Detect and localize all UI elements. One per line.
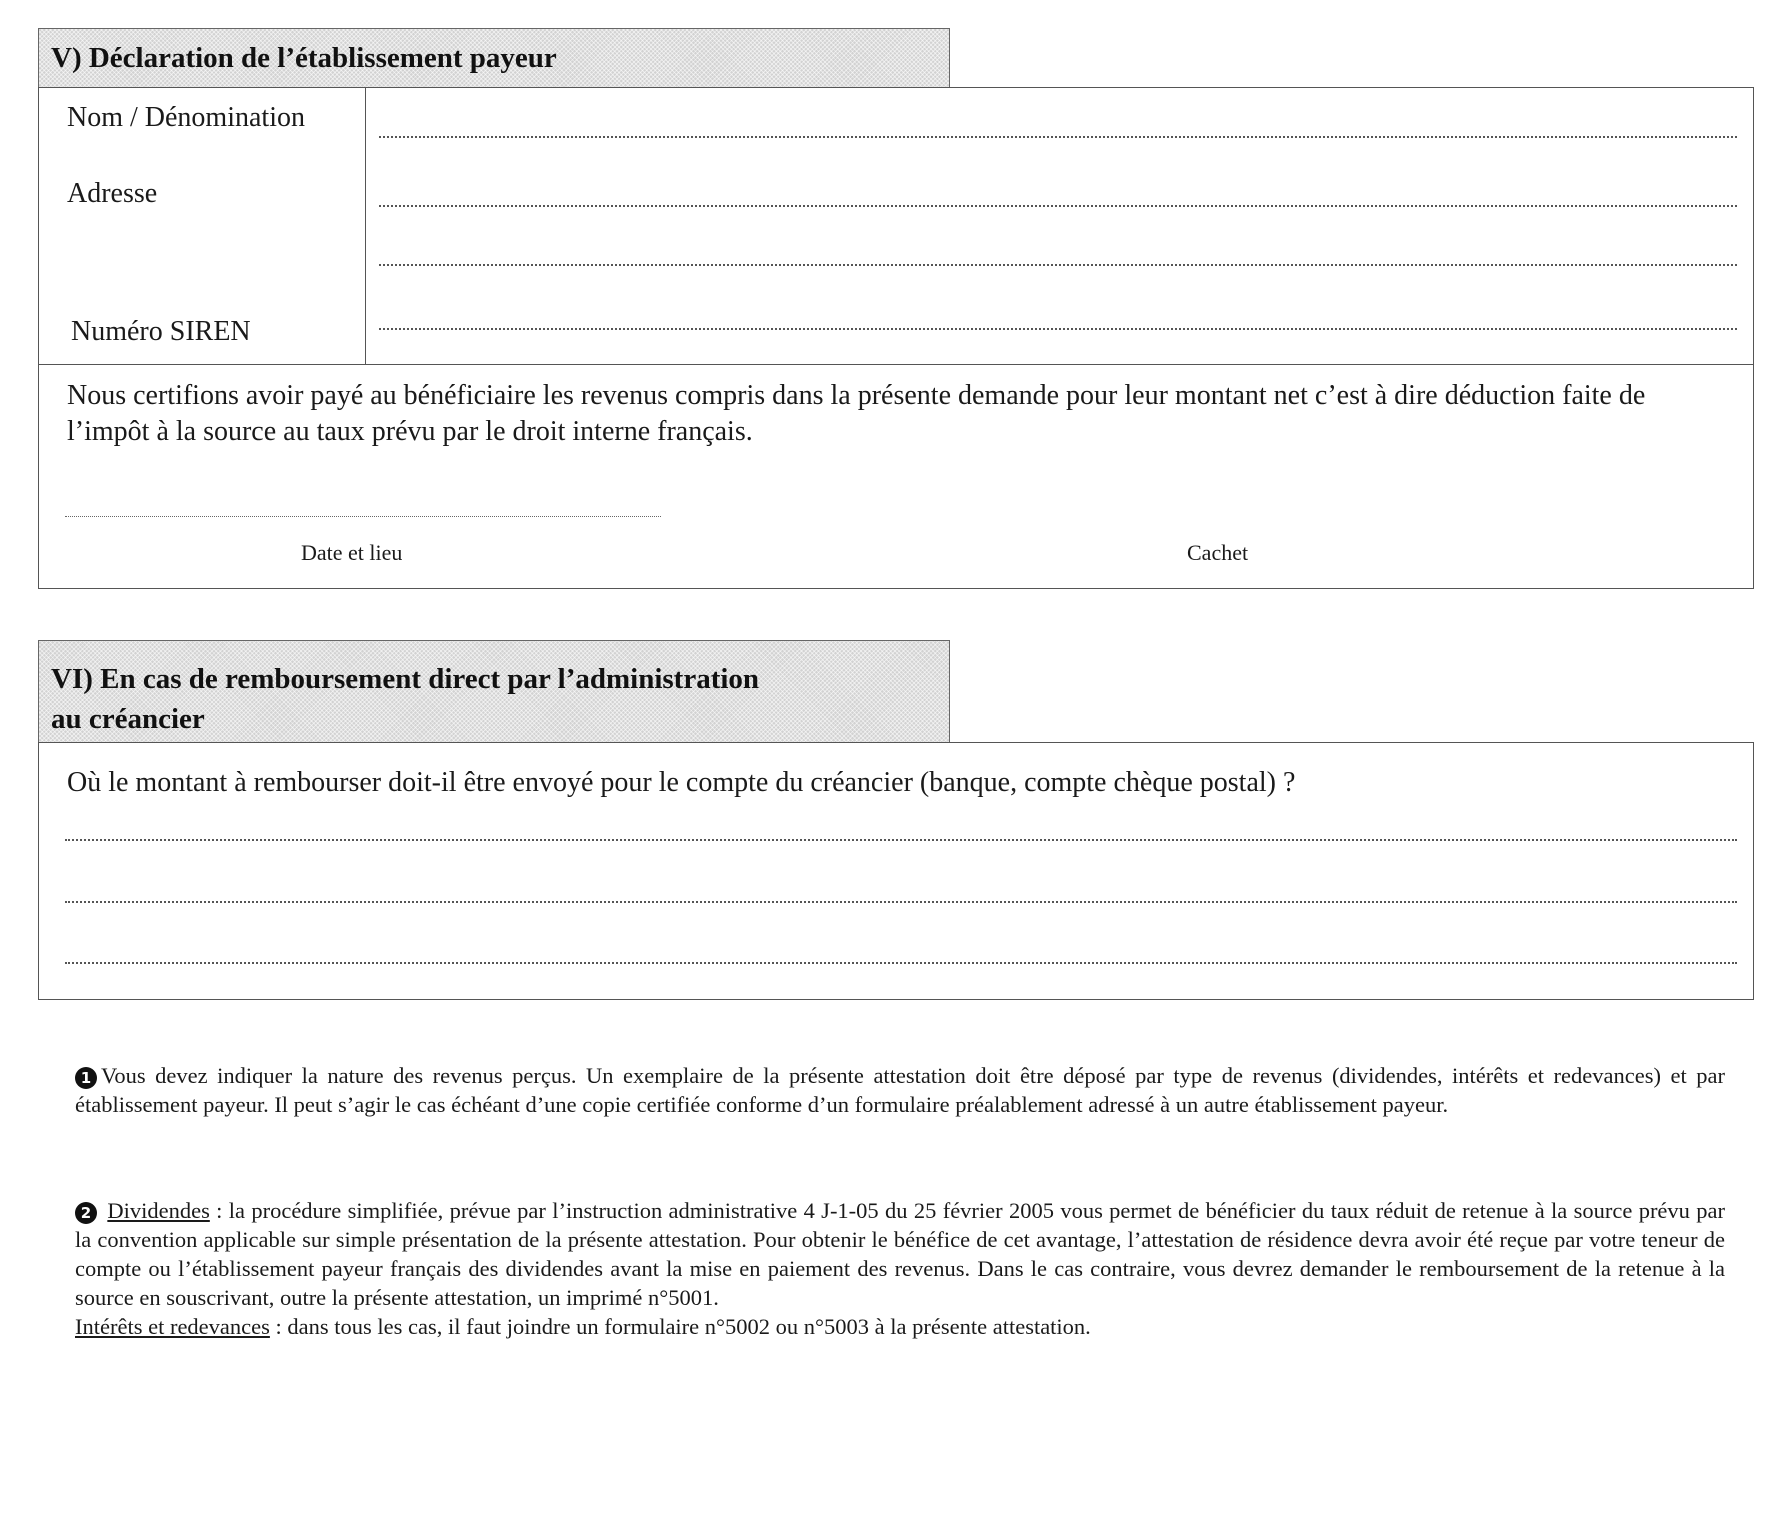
footnote-2 (75, 1196, 1725, 1341)
footnote-1-marker: 1 (75, 1067, 97, 1089)
siren-label: Numéro SIREN (71, 316, 251, 347)
section-6-header (38, 640, 950, 742)
adresse-field-line-1[interactable] (379, 205, 1737, 207)
dividendes-text: : la procédure simplifiée, prévue par l’instruction administrative 4 J-1-05 du 25 février 2005 vous permet de bénéficier du taux réduit de retenue à la source prévu par la convention applicable sur simple présentation de la présente attestation. Pour obtenir le bénéfice de cet avantage, l’attestation de résidence devra avoir été reçue par votre teneur de compte ou l’établissement payeur français des dividendes avant la mise en paiement des revenus. Dans le cas contraire, vous devrez demander le remboursement de la retenue à la source en souscrivant, outre la présente attestation, un imprimé n°5001. (75, 1198, 1725, 1310)
section-6-title-line-1: VI) En cas de remboursement direct par l’administration (51, 663, 760, 695)
footnote-1 (75, 1061, 1725, 1119)
refund-field-line-2[interactable] (65, 901, 1737, 903)
nom-field[interactable] (379, 136, 1737, 138)
adresse-field-line-2[interactable] (379, 264, 1737, 266)
refund-field-line-1[interactable] (65, 839, 1737, 841)
interets-heading: Intérêts et redevances (75, 1314, 270, 1339)
section-5-header (38, 28, 950, 87)
certification-text: Nous certifions avoir payé au bénéficiaire les revenus compris dans la présente demande pour leur montant net c’est à dire déduction faite de l’impôt à la source au taux prévu par le droit interne français. (67, 380, 1646, 447)
date-lieu-field[interactable] (65, 516, 661, 517)
date-lieu-label: Date et lieu (301, 540, 403, 565)
footnote-1-text: Vous devez indiquer la nature des revenus perçus. Un exemplaire de la présente attestation doit être déposé par type de revenus (dividendes, intérêts et redevances) et par établissement payeur. Il peut s’agir le cas échéant d’une copie certifiée conforme d’un formulaire préalablement adressé à un autre établissement payeur. (75, 1063, 1725, 1117)
nom-label: Nom / Dénomination (67, 102, 305, 133)
section-5-box (38, 87, 1754, 589)
refund-field-line-3[interactable] (65, 962, 1737, 964)
section-6-title-line-2: au créancier (51, 703, 205, 735)
section-5-title: V) Déclaration de l’établissement payeur (51, 42, 557, 74)
siren-field[interactable] (379, 328, 1737, 330)
row-separator (39, 364, 1753, 365)
dividendes-heading: Dividendes (107, 1198, 210, 1223)
adresse-label: Adresse (67, 178, 158, 209)
cachet-label: Cachet (1187, 540, 1249, 565)
refund-question: Où le montant à rembourser doit-il être envoyé pour le compte du créancier (banque, compte chèque postal) ? (67, 767, 1296, 798)
section-6-box (38, 742, 1754, 1000)
footnote-2-marker: 2 (75, 1202, 97, 1224)
interets-text: : dans tous les cas, il faut joindre un formulaire n°5002 ou n°5003 à la présente attestation. (269, 1314, 1091, 1339)
